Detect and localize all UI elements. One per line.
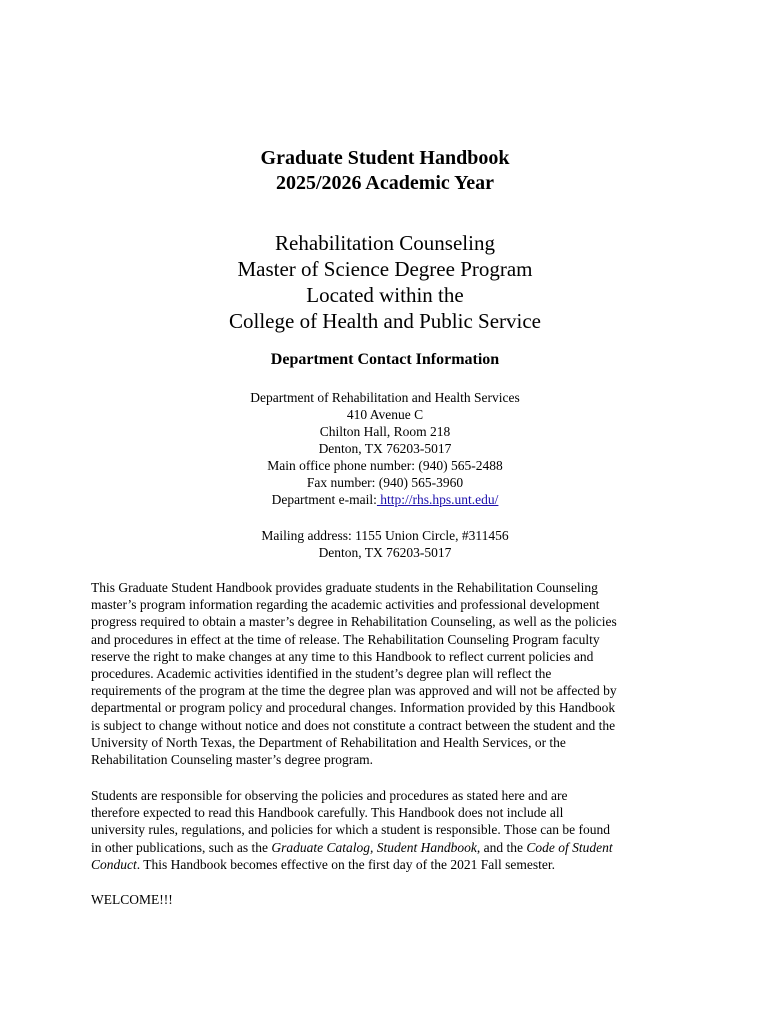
publication-titles: Graduate Catalog, Student Handbook [271, 839, 477, 855]
title-line-2: 2025/2026 Academic Year [275, 172, 495, 194]
paragraph-line [91, 839, 685, 856]
phone-number: Main office phone number: (940) 565-2488 [267, 458, 503, 473]
welcome-text: WELCOME!!! [91, 892, 173, 907]
program-heading [0, 230, 770, 334]
street-address: 410 Avenue C [346, 407, 424, 422]
email-label: Department e-mail: [271, 492, 377, 507]
paragraph-line: master’s program information regarding the academic activities and professional development [91, 597, 600, 613]
email-link[interactable]: http://rhs.hps.unt.edu/ [376, 492, 499, 507]
paragraph-line: is subject to change without notice and does not constitute a contract between the student and the [91, 717, 616, 733]
code-of-conduct-title-cont: Conduct [91, 856, 137, 872]
text-segment: , and the [476, 839, 527, 855]
paragraph-line: Rehabilitation Counseling master’s degree program. [91, 752, 374, 768]
intro-paragraph [91, 579, 685, 768]
fax-number: Fax number: (940) 565-3960 [306, 475, 464, 490]
text-segment: in other publications, such as the [91, 839, 272, 855]
paragraph-line: and procedures in effect at the time of release. The Rehabilitation Counseling Program faculty [91, 631, 600, 647]
program-line-2: Master of Science Degree Program [237, 257, 533, 281]
contact-heading: Department Contact Information [270, 351, 500, 368]
program-line-1: Rehabilitation Counseling [275, 231, 495, 255]
paragraph-line: therefore expected to read this Handbook carefully. This Handbook does not include all [91, 805, 564, 821]
paragraph-line: requirements of the program at the time the degree plan was approved and will not be affected by [91, 683, 617, 699]
text-segment: . This Handbook becomes effective on the first day of the 2021 Fall semester. [136, 856, 556, 872]
mailing-line-2: Denton, TX 76203-5017 [318, 545, 452, 560]
paragraph-line: procedures. Academic activities identified in the student’s degree plan will reflect the [91, 666, 552, 682]
paragraph-line: University of North Texas, the Department of Rehabilitation and Health Services, or the [91, 734, 566, 750]
program-line-3: Located within the [306, 283, 464, 307]
building-room: Chilton Hall, Room 218 [319, 424, 451, 439]
document-title [0, 146, 770, 196]
code-of-conduct-title: Code of Student [526, 839, 613, 855]
title-line-1: Graduate Student Handbook [260, 147, 510, 169]
paragraph-line: This Graduate Student Handbook provides graduate students in the Rehabilitation Counseling [91, 580, 598, 595]
department-name: Department of Rehabilitation and Health Services [250, 390, 520, 405]
paragraph-line: reserve the right to make changes at any time to this Handbook to reflect current policies and [91, 648, 594, 664]
city-state-zip: Denton, TX 76203-5017 [318, 441, 452, 456]
mailing-address [0, 527, 770, 561]
program-line-4: College of Health and Public Service [229, 309, 541, 333]
paragraph-line: university rules, regulations, and policies for which a student is responsible. Those can be found [91, 822, 611, 838]
department-address [0, 389, 770, 508]
paragraph-line: progress required to obtain a master’s degree in Rehabilitation Counseling, as well as the policies [91, 614, 617, 630]
email-line [0, 491, 770, 508]
paragraph-line: departmental or program policy and procedural changes. Information provided by this Handbook [91, 700, 616, 716]
responsibility-paragraph [91, 787, 685, 873]
mailing-line-1: Mailing address: 1155 Union Circle, #311456 [261, 528, 509, 543]
paragraph-line: Students are responsible for observing the policies and procedures as stated here and are [91, 788, 568, 803]
paragraph-line [91, 856, 685, 873]
